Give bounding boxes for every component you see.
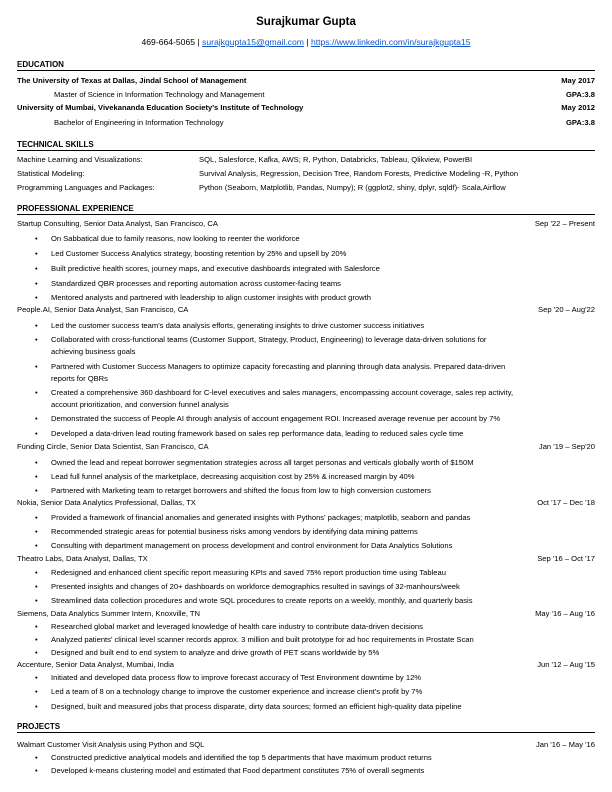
education-degree: Master of Science in Information Technology and Management GPA:3.8 — [54, 90, 595, 99]
job-header: Siemens, Data Analytics Summer Intern, Knoxville, TN May '16 – Aug '16 — [17, 609, 595, 618]
resume-page: Surajkumar Gupta 469-664-5065 | surajkgupta15@gmail.com | https://www.linkedin.com/in/surajkgupta15 EDUCATION The University of Texas at Dallas, Jindal School of Management May 2017 Master of Science in Information Technology and Management GPA:3.8 University of Mumbai, Vivekananda Education Society's Institute of Technology May 2012 Bachelor of Engineering in Information Technology GPA:3.8 TECHNICAL SKILLS Machine Learning and Visualizations: SQL, Salesforce, Kafka, AWS; R, Python, Databricks, Tableau, Qlikview, PowerBI Statistical Modeling: Survival Analysis, Regression, Decision Tree, Random Forests, Predictive Modeling -R, Python Programming Languages and Packages: Python (Seaborn, Matplotlib, Pandas, Numpy); R (ggplot2, shiny, dplyr, sqldf)- Scala,Airflow PROFESSIONAL EXPERIENCE Startup Consulting, Senior Data Analyst, San Francisco, CA Sep '22 – Present • On Sabbatical due to family reasons, now looking to reenter the workforce • Led Customer Success Analytics strategy, boosting retention by 25% and upsell by 20% • Built predictive health scores, journey maps, and executive dashboards integrated with Salesforce • Standardized QBR processes and reporting automation across customer-facing teams • Mentored analysts and partnered with leadership to align customer insights with product growth People.AI, Senior Data Analyst, San Francisco, CA Sep '20 – Aug'22 • Led the customer success team's data analysis efforts, generating insights to drive customer success initiatives • Collaborated with cross-functional teams (Customer Support, Strategy, Product, Engineering) to leverage data-driven solutions for achieving business goals • Partnered with Customer Success Managers to optimize capacity forecasting and planning through data analysis. Prepared data-driven reports for QBRs • Created a comprehensive 360 dashboard for C-level executives and sales managers, encompassing account coverage, sales rep activity, account prioritization, and conversion funnel analysis • Demonstrated the success of People AI through analysis of account engagement ROI. Increased average revenue per account by 7% • Developed a data-driven lead routing framework based on sales rep performance data, leading to reduced sales cycle time Funding Circle, Senior Data Scientist, San Francisco, CA Jan '19 – Sep'20 • Owned the lead and repeat borrower segmentation strategies across all target personas and verticals globally worth of $150M • Lead full funnel analysis of the marketplace, decreasing acquisition cost by 25% & increased margin by 40% • Partnered with Marketing team to retarget borrowers and shifted the focus from low to high conversion customers Nokia, Senior Data Analytics Professional, Dallas, TX Oct '17 – Dec '18 • Provided a framework of financial anomalies and generated insights with Pythons' packages; matplotlib, seaborn and pandas • Recommended strategic areas for potential business risks among vendors by identifying data mining patterns • Consulting with department management on process development and control environment for Data Analytics Solutions Theatro Labs, Data Analyst, Dallas, TX Sep '16 – Oct '17 • Redesigned and enhanced client specific report measuring KPIs and saved 75% report production time using Tableau • Presented insights and changes of 20+ dashboards on workforce demographics resulted in savings of 32-manhours/week • Streamlined data collection procedures and wrote SQL procedures to create reports on a weekly, monthly, and quarterly basis Siemens, Data Analytics Summer Intern, Knoxville, TN May '16 – Aug '16 • Researched global market and leveraged knowledge of health care industry to contribute data-driven decisions • Analyzed patients' clinical level scanner records approx. 3 million and built prototype for ad hoc requirements in Prostate Scan • Designed and built end to end system to analyze and drive growth of PET scans worldwide by 5% Accenture, Senior Data Analyst, Mumbai, India Jun '12 – Aug '15 • Initiated and developed data process flow to improve forecast accuracy of Test Environment downtime by 12% • Led a team of 8 on a technology change to improve the customer experience and increase client's profit by 7% • Designed, built and measured jobs that process disparate, dirty data sources; formed an efficient high-quality data pipeline PROJECTS Walmart Customer Visit Analysis using Python and SQL Jan '16 – May '16 • Constructed predictive analytical models and identified the top 5 departments that have maximum product returns • Developed k-means clustering model and estimated that Food department constitutes 75% of overall segments — [0, 0, 612, 792]
section-experience: PROFESSIONAL EXPERIENCE — [17, 204, 595, 215]
job-header: Funding Circle, Senior Data Scientist, San Francisco, CA Jan '19 – Sep'20 — [17, 442, 595, 451]
separator: | — [197, 37, 200, 47]
education-date: May 2012 — [561, 103, 595, 112]
section-education: EDUCATION — [17, 60, 595, 71]
job-header: People.AI, Senior Data Analyst, San Francisco, CA Sep '20 – Aug'22 — [17, 305, 595, 314]
phone: 469-664-5065 — [141, 37, 196, 47]
education-school: The University of Texas at Dallas, Jindal School of Management May 2017 — [17, 76, 595, 85]
job-header: Startup Consulting, Senior Data Analyst, San Francisco, CA Sep '22 – Present — [17, 219, 595, 228]
candidate-name: Surajkumar Gupta — [256, 16, 356, 28]
section-skills: TECHNICAL SKILLS — [17, 140, 595, 151]
job-header: Accenture, Senior Data Analyst, Mumbai, India Jun '12 – Aug '15 — [17, 660, 595, 669]
education-gpa: GPA:3.8 — [566, 118, 595, 127]
job-header: Theatro Labs, Data Analyst, Dallas, TX Sep '16 – Oct '17 — [17, 554, 595, 563]
contact-line — [0, 37, 612, 47]
separator: | — [306, 37, 309, 47]
education-school: University of Mumbai, Vivekananda Education Society's Institute of Technology May 2012 — [17, 103, 595, 112]
education-gpa: GPA:3.8 — [566, 90, 595, 99]
education-degree: Bachelor of Engineering in Information Technology GPA:3.8 — [54, 118, 595, 127]
section-projects: PROJECTS — [17, 722, 595, 733]
project-header: Walmart Customer Visit Analysis using Python and SQL Jan '16 – May '16 — [17, 740, 595, 749]
education-date: May 2017 — [561, 76, 595, 85]
job-header: Nokia, Senior Data Analytics Professional, Dallas, TX Oct '17 – Dec '18 — [17, 498, 595, 507]
linkedin-link[interactable]: https://www.linkedin.com/in/surajkgupta15 — [310, 37, 471, 47]
email-link[interactable]: surajkgupta15@gmail.com — [202, 37, 304, 47]
